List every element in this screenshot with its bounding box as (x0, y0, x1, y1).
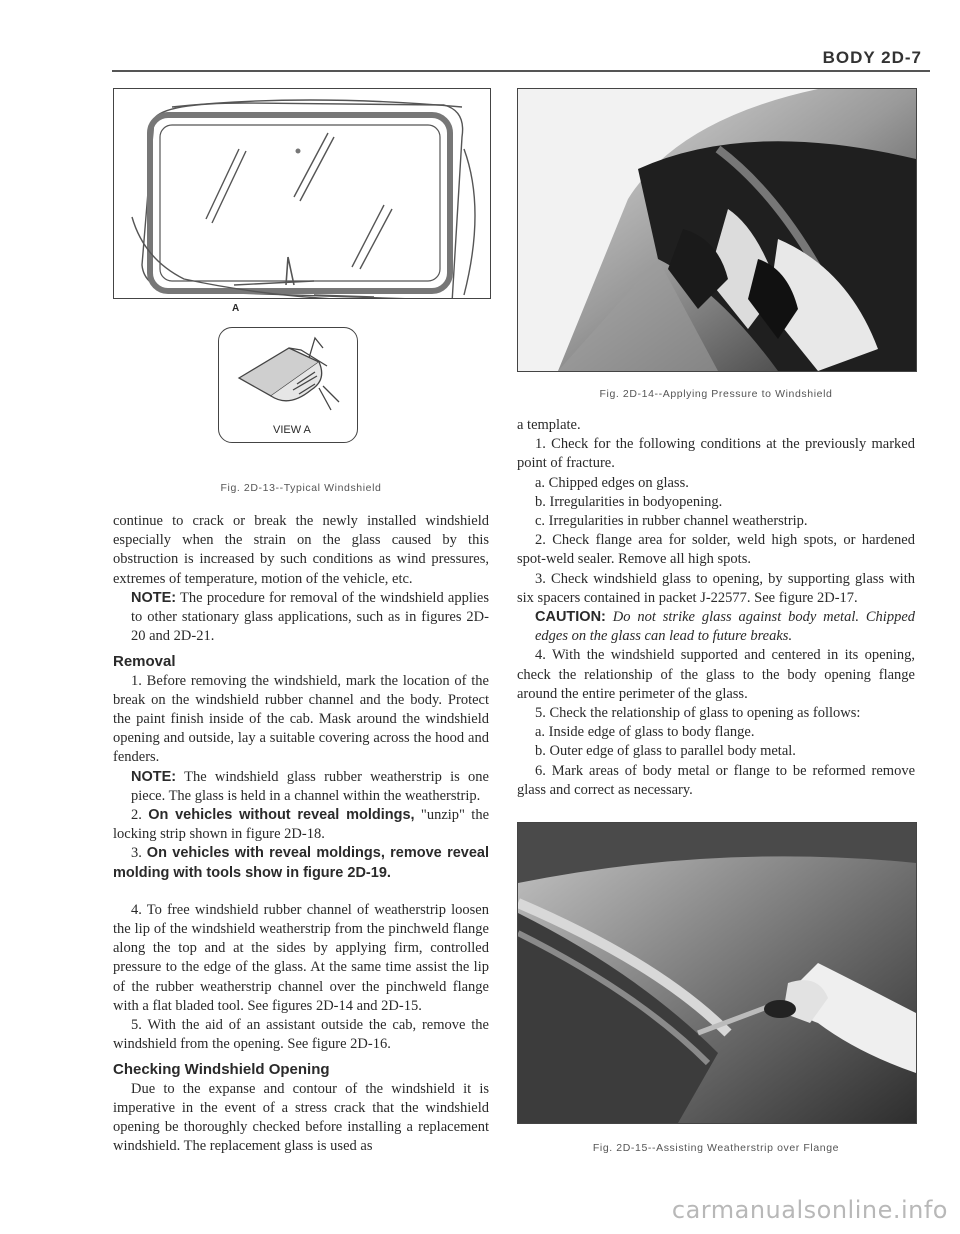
windshield-diagram (114, 89, 490, 298)
removal-step-1: 1. Before removing the windshield, mark the location of the break on the windshield rubber channel and the body. Protect the paint finish inside of the cab. Mask around the windshield opening and outside, lay a suitable covering across the hood and fenders. (113, 672, 489, 766)
label-a: A (232, 303, 240, 314)
watermark: carmanualsonline.info (671, 1196, 948, 1224)
check-step-2: 2. Check flange area for solder, weld high spots, or hardened spot-weld sealer. Remove all high spots. (517, 532, 915, 568)
figure-2d-15 (517, 822, 917, 1124)
intro-paragraph: continue to crack or break the newly installed windshield especially when the strain on the glass caused by this obstruction is increased by such conditions as wind pressures, extremes of temperature, motion of the vehicle, etc. (113, 513, 489, 587)
check-step-1: 1. Check for the following conditions at the previously marked point of fracture. (517, 436, 915, 472)
template-continuation: a template. (517, 417, 581, 433)
flange-photo (518, 823, 916, 1123)
step-number: 2. (131, 807, 149, 824)
check-step-1c: c. Irregularities in rubber channel weatherstrip. (535, 513, 808, 530)
check-step-1b: b. Irregularities in bodyopening. (535, 493, 723, 510)
note-label: NOTE: (131, 589, 177, 606)
detail-view-a (218, 327, 358, 443)
removal-step-4: 4. To free windshield rubber channel of weatherstrip loosen the lip of the windshield weatherstrip from the pinchweld flange along the top and at the sides by applying firm, controlled pressure to the edge of the glass. At the same time assist the lip of the rubber weatherstrip channel over the pinchweld flange with a flat bladed tool. See figures 2D-14 and 2D-15. (113, 901, 489, 1014)
removal-step-2 (113, 806, 489, 844)
check-step-6: 6. Mark areas of body metal or flange to be reformed remove glass and correct as necessary. (517, 762, 915, 798)
caption-fig-2d-14: Fig. 2D-14--Applying Pressure to Windshield (599, 388, 833, 400)
note-removal-applies (113, 589, 489, 647)
checking-paragraph: Due to the expanse and contour of the windshield it is imperative in the event of a stress crack that the windshield opening be thoroughly checked before installing a replacement windshield. The replacement glass is used as (113, 1080, 489, 1155)
left-column (113, 512, 489, 1157)
header-rule (112, 70, 930, 72)
note-weatherstrip (113, 768, 489, 806)
check-step-5a: a. Inside edge of glass to body flange. (535, 724, 755, 741)
check-step-3: 3. Check windshield glass to opening, by supporting glass with six spacers contained in packet J-22577. See figure 2D-17. (517, 570, 915, 606)
heading-removal: Removal (113, 653, 176, 671)
step-text: "unzip" the locking strip shown in figure 2D-18. (113, 807, 490, 843)
note-label: NOTE: (131, 768, 177, 785)
caution-block (517, 608, 915, 646)
weatherstrip-detail (219, 328, 357, 418)
note-text: The procedure for removal of the windshield applies to other stationary glass applications, such as in figures 2D-20 and 2D-21. (131, 589, 489, 645)
note-text: The windshield glass rubber weatherstrip is one piece. The glass is held in a channel within the weatherstrip. (131, 768, 489, 804)
caution-text: Do not strike glass against body metal. Chipped edges on the glass can lead to future breaks. (535, 609, 915, 645)
check-step-5b: b. Outer edge of glass to parallel body metal. (535, 743, 796, 760)
figure-2d-14 (517, 88, 917, 372)
right-column (517, 416, 915, 800)
check-step-5: 5. Check the relationship of glass to opening as follows: (535, 705, 861, 722)
removal-step-3 (113, 844, 489, 882)
caption-fig-2d-15: Fig. 2D-15--Assisting Weatherstrip over Flange (592, 1142, 840, 1154)
figure-2d-13 (113, 88, 491, 436)
check-step-4: 4. With the windshield supported and centered in its opening, check the relationship of the glass to the body opening flange around the entire perimeter of the glass. (517, 647, 915, 702)
step-bold-text: On vehicles without reveal moldings, (148, 807, 415, 824)
caution-label: CAUTION: (535, 609, 606, 626)
caption-fig-2d-13: Fig. 2D-13--Typical Windshield (220, 482, 382, 494)
step-bold-text: On vehicles with reveal moldings, remove reveal molding with tools show in figure 2D-19. (113, 845, 490, 881)
page-header: BODY 2D-7 (822, 48, 922, 67)
removal-step-5: 5. With the aid of an assistant outside the cab, remove the windshield from the opening. See figure 2D-16. (113, 1017, 489, 1053)
check-step-1a: a. Chipped edges on glass. (535, 474, 689, 491)
windshield-photo (518, 89, 916, 371)
view-a-label: VIEW A (273, 424, 311, 436)
heading-checking-opening: Checking Windshield Opening (113, 1061, 330, 1079)
step-number: 3. (131, 845, 147, 862)
